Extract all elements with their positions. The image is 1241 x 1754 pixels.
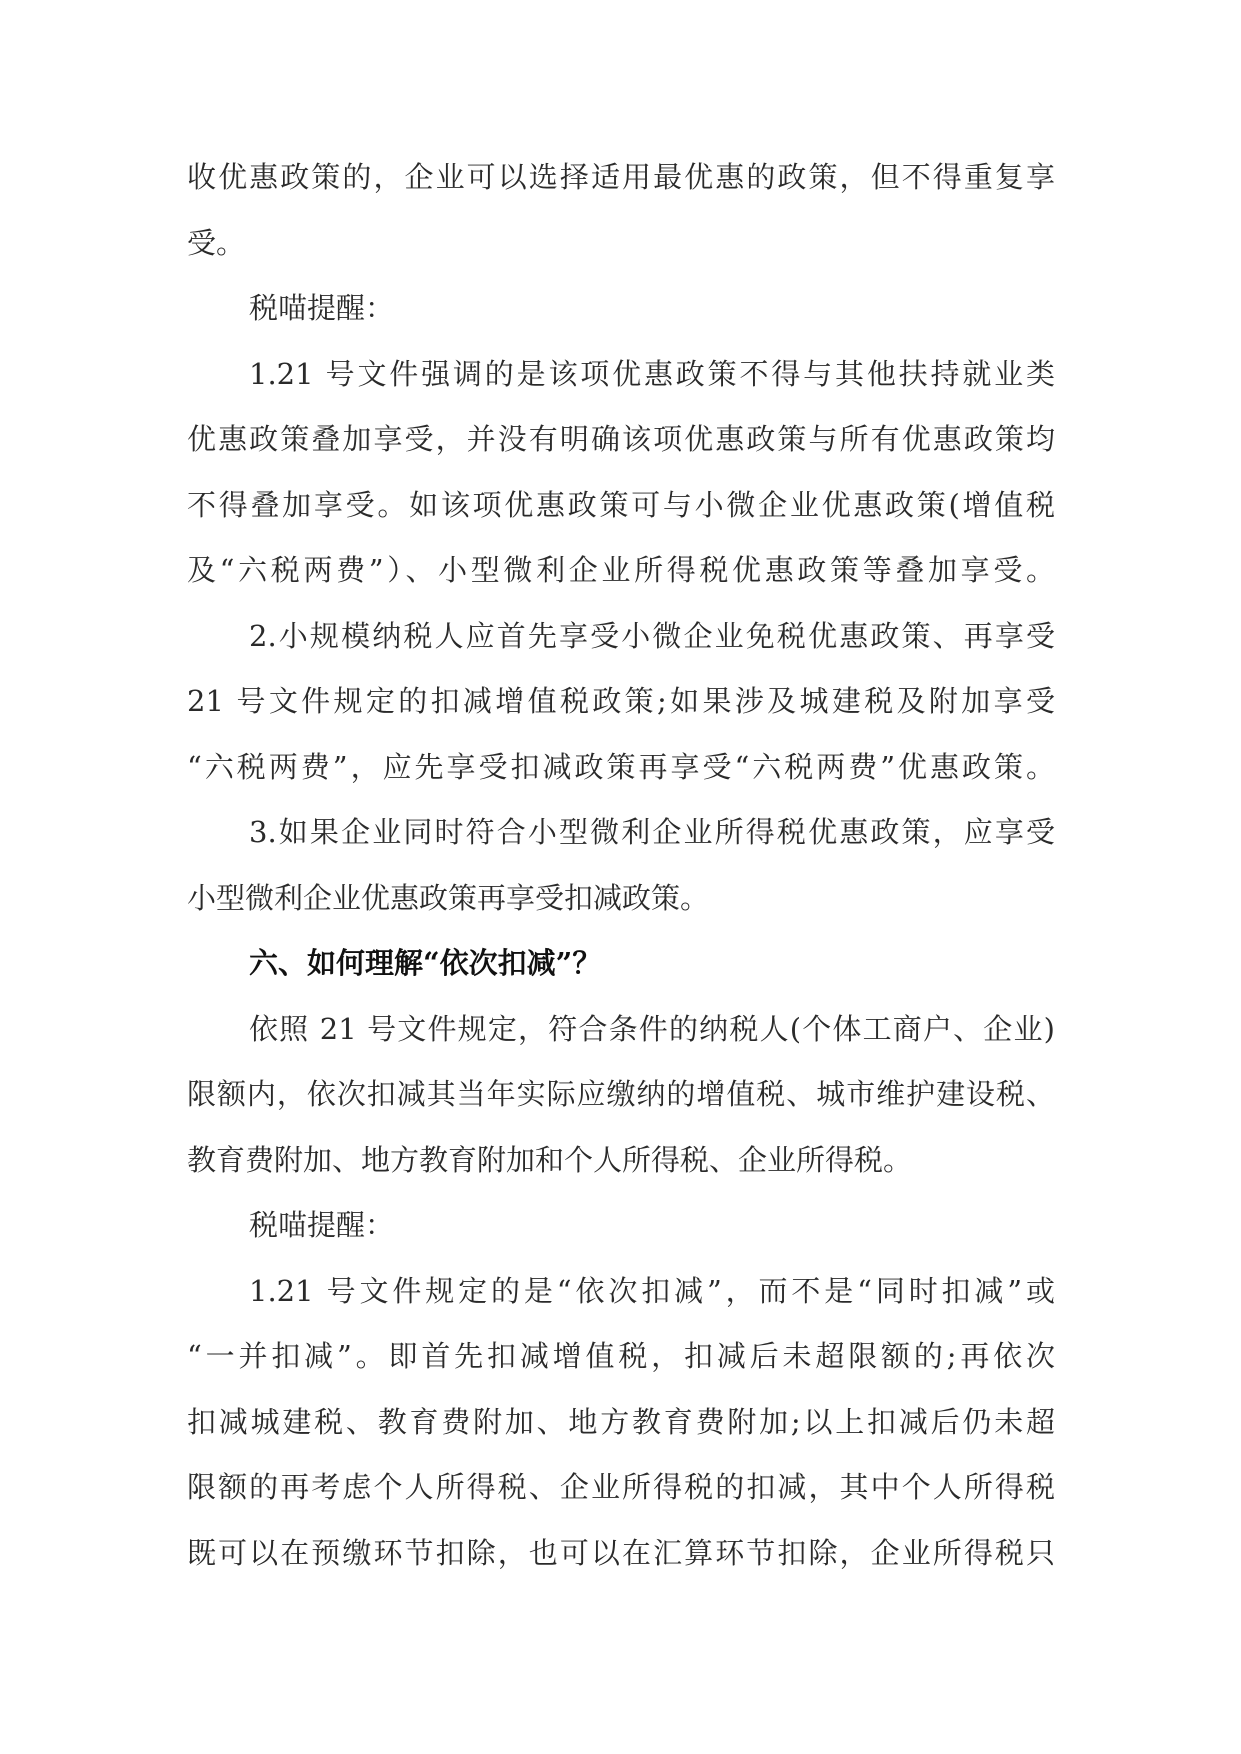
- text-line: 受。: [187, 225, 246, 260]
- text-line: 限额的再考虑个人所得税、企业所得税的扣减，其中个人所得税: [187, 1470, 1055, 1504]
- text-line: 2.小规模纳税人应首先享受小微企业免税优惠政策、再享受: [249, 618, 1055, 653]
- text-line: 1.21 号文件规定的是“依次扣减”，而不是“同时扣减”或: [249, 1273, 1055, 1308]
- text-line: 税喵提醒：: [249, 291, 395, 325]
- text-line: 教育费附加、地方教育附加和个人所得税、企业所得税。: [187, 1142, 913, 1177]
- text-line: 税喵提醒：: [249, 1208, 395, 1242]
- text-block: [187, 145, 1055, 1586]
- text-line: 及“六税两费”）、小型微利企业所得税优惠政策等叠加享受。: [187, 553, 1055, 587]
- text-line: 3.如果企业同时符合小型微利企业所得税优惠政策，应享受: [249, 815, 1055, 849]
- text-line: 小型微利企业优惠政策再享受扣减政策。: [187, 880, 710, 915]
- text-line: 扣减城建税、教育费附加、地方教育费附加;以上扣减后仍未超: [187, 1404, 1055, 1439]
- section-heading: 六、如何理解“依次扣减”？: [249, 946, 602, 980]
- text-line: 依照 21 号文件规定，符合条件的纳税人(个体工商户、企业): [249, 1011, 1055, 1046]
- text-line: 优惠政策叠加享受，并没有明确该项优惠政策与所有优惠政策均: [187, 422, 1055, 456]
- text-line: 收优惠政策的，企业可以选择适用最优惠的政策，但不得重复享: [187, 160, 1055, 194]
- text-line: 既可以在预缴环节扣除，也可以在汇算环节扣除，企业所得税只: [187, 1535, 1055, 1570]
- text-line: “一并扣减”。即首先扣减增值税，扣减后未超限额的;再依次: [187, 1339, 1055, 1373]
- text-line: 1.21 号文件强调的是该项优惠政策不得与其他扶持就业类: [249, 356, 1055, 391]
- text-line: 不得叠加享受。如该项优惠政策可与小微企业优惠政策(增值税: [187, 487, 1055, 522]
- text-line: 21 号文件规定的扣减增值税政策;如果涉及城建税及附加享受: [187, 684, 1055, 718]
- text-line: 限额内，依次扣减其当年实际应缴纳的增值税、城市维护建设税、: [187, 1077, 1055, 1111]
- text-line: “六税两费”，应先享受扣减政策再享受“六税两费”优惠政策。: [187, 749, 1055, 784]
